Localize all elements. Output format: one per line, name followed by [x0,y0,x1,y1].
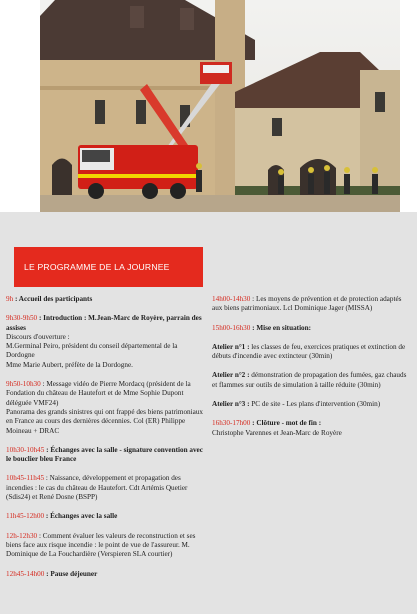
item-separator: : [250,419,257,428]
item-line: Les moyens de prévention et de protection adaptés aux biens patrimoniaux. Lcl Dominique Jager (MISSA) [212,295,402,313]
item-title: Accueil des participants [18,295,93,303]
atelier-label: Atelier n°2 : [212,371,250,380]
schedule-item [6,314,206,370]
schedule-left-column [6,295,206,589]
item-title: Échanges avec la salle - signature convention avec le bouclier bleu France [6,445,203,464]
schedule-item [6,512,206,521]
item-time: 9h [6,295,14,303]
item-line: Naissance, développement et propagation des incendies : le cas du château de Hautefort. Cdt Artémis Quetier (Sdis24) et René Dosne (BSPP) [6,474,188,502]
item-title: Pause déjeuner [50,569,98,578]
item-title: Mise en situation: [256,323,312,332]
item-line: démonstration de propagation des fumées, gaz chauds et flammes sur outils de simulation à taille réduite (30min) [212,371,407,389]
schedule-item [212,295,412,314]
item-time: 9h30-9h50 [6,314,38,323]
item-separator: : [250,295,256,303]
item-title: Échanges avec la salle [50,512,118,521]
programme-title: LE PROGRAMME DE LA JOURNEE [24,262,170,272]
item-separator: : [40,380,47,389]
item-time: 16h30-17h00 [212,419,251,428]
item-separator: : [44,474,50,483]
item-time: 15h00-16h30 [212,323,251,332]
item-time: 11h45-12h00 [6,512,45,521]
schedule-right-column [212,295,412,448]
item-time: 10h45-11h45 [6,474,45,483]
item-line: les classes de feu, exercices pratiques et extinction de débuts d'incendie avec extincteur (30min) [212,342,406,361]
item-title: Clôture - mot de fin : [256,419,322,428]
item-separator: : [44,445,51,454]
programme-banner [14,247,203,287]
atelier-item [212,371,412,390]
item-separator: : [13,295,19,303]
schedule-item [6,380,206,436]
item-time: 12h45-14h00 [6,569,45,578]
item-line: Panorama des grands sinistres qui ont frappé des biens patrimoniaux en France au cours des dernières décennies. Col (ER) Philippe Moineau + DRAC [6,407,204,435]
item-line: Christophe Varennes et Jean-Marc de Royère [212,428,342,437]
item-line: M.Germinal Peiro, président du conseil départemental de la Dordogne [6,342,178,360]
item-time: 14h00-14h30 [212,295,251,303]
item-line: Mme Marie Aubert, préfète de la Dordogne. [6,360,133,369]
item-line: PC de site - Les plans d'intervention (30min) [251,400,381,409]
item-separator: : [44,569,51,578]
item-line: Comment évaluer les valeurs de reconstruction et ses biens face aux risque incendie : le point de vue de l'assureur. M. Dominique de La Fouchardière (Verspieren SLA courtier) [6,531,196,559]
item-line: Message vidéo de Pierre Mordacq (président de la Fondation du château de Hautefort et de Mme Sophie Dupont déléguée VMF24) [6,380,191,407]
schedule-item [212,324,412,333]
chateau-fire-truck-image [0,0,417,212]
schedule-item [212,419,412,438]
schedule-item [6,446,206,465]
atelier-item [212,400,412,409]
item-separator: : [44,512,51,521]
item-time: 12h-12h30 [6,531,38,540]
schedule-item [6,474,206,502]
header-photo [0,0,417,212]
item-line: Discours d'ouverture : [6,332,70,341]
atelier-label: Atelier n°3 : [212,400,250,409]
schedule-item [6,532,206,560]
item-title: Introduction : M.Jean-Marc de Royère, parrain des assises [6,314,202,332]
item-separator: : [37,314,44,323]
atelier-label: Atelier n°1 : [212,342,250,351]
item-separator: : [250,323,257,332]
item-time: 10h30-10h45 [6,445,45,454]
item-separator: : [37,531,43,540]
atelier-item [212,343,412,362]
item-time: 9h50-10h30 [6,380,41,389]
schedule-item [6,295,206,304]
schedule-item [6,570,206,579]
